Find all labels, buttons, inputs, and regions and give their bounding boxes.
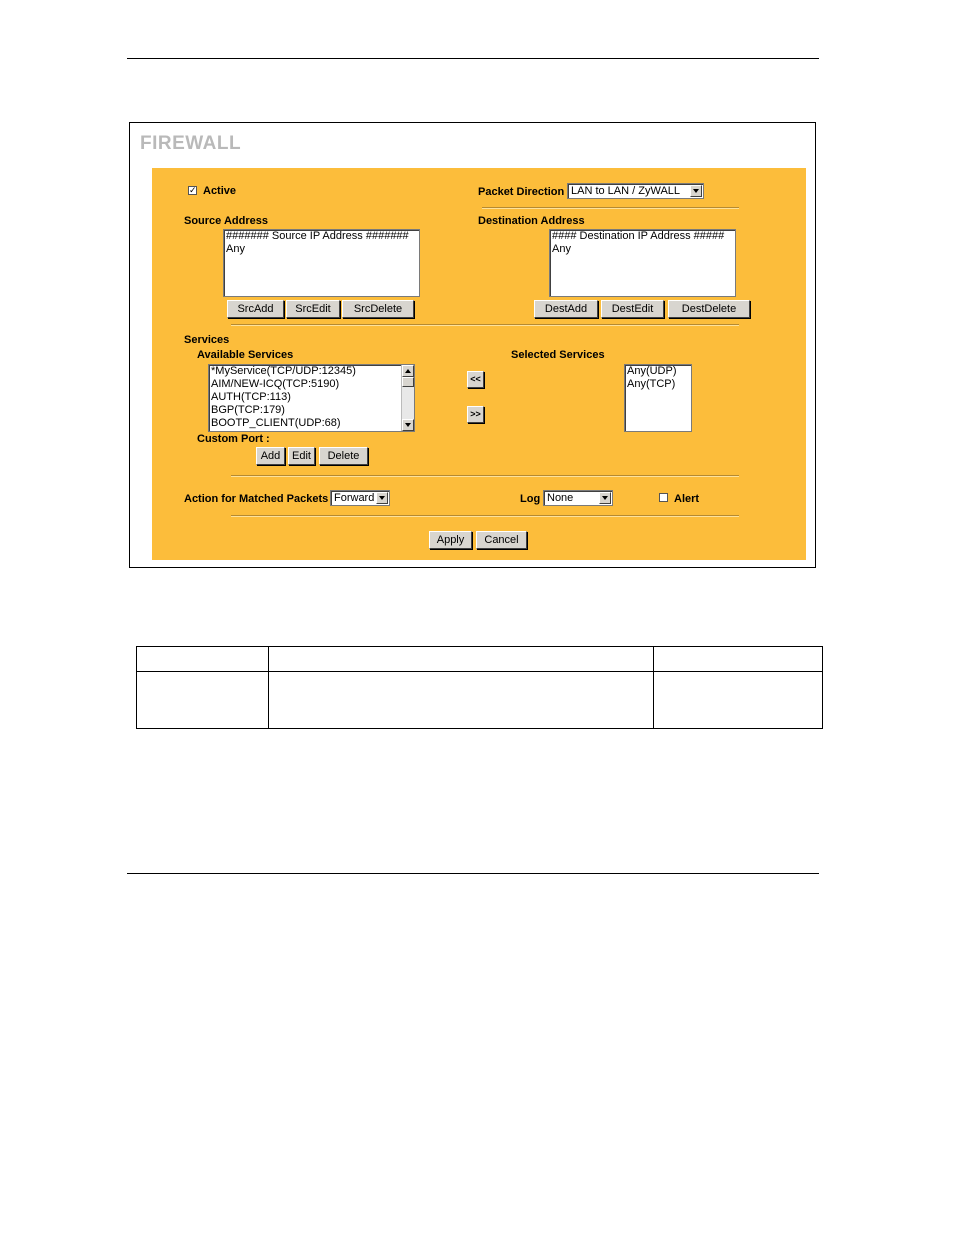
packet-direction-label: Packet Direction (478, 186, 565, 198)
available-services-label: Available Services (197, 349, 294, 361)
table-cell (654, 647, 823, 672)
list-item[interactable]: AUTH(TCP:113) (211, 391, 291, 403)
dest-edit-button[interactable]: DestEdit (601, 300, 664, 318)
apply-button[interactable]: Apply (429, 531, 472, 549)
chevron-down-icon[interactable] (376, 492, 388, 504)
list-item[interactable]: Any (226, 243, 245, 255)
table-cell (654, 672, 823, 729)
source-address-list[interactable] (223, 229, 420, 297)
list-item[interactable]: #### Destination IP Address ##### (552, 230, 725, 242)
firewall-rule-panel (152, 168, 806, 560)
separator (231, 515, 739, 517)
table-cell (269, 672, 654, 729)
custom-add-button[interactable]: Add (256, 447, 285, 465)
add-service-button[interactable]: >> (467, 406, 484, 423)
custom-delete-button[interactable]: Delete (319, 447, 368, 465)
action-label: Action for Matched Packets (184, 493, 329, 505)
cancel-button[interactable]: Cancel (476, 531, 527, 549)
header-rule (127, 58, 819, 59)
separator (231, 324, 739, 326)
footer-rule (127, 873, 819, 874)
packet-direction-select[interactable] (567, 183, 704, 199)
page-title: FIREWALL (140, 133, 242, 154)
separator (482, 207, 739, 209)
scroll-up-icon[interactable] (402, 365, 414, 377)
active-label: Active (203, 185, 237, 197)
scrollbar[interactable] (401, 365, 414, 431)
action-select[interactable] (330, 490, 390, 506)
list-item[interactable]: Any(TCP) (627, 378, 676, 390)
list-item[interactable]: Any(UDP) (627, 365, 677, 377)
available-services-list[interactable] (208, 364, 415, 432)
selected-services-label: Selected Services (511, 349, 605, 361)
scroll-thumb[interactable] (402, 377, 414, 387)
scroll-down-icon[interactable] (402, 419, 414, 431)
alert-label: Alert (674, 493, 700, 505)
field-table (136, 646, 823, 729)
active-checkbox[interactable]: ✓ (189, 185, 197, 195)
remove-service-button[interactable]: << (467, 371, 484, 388)
list-item[interactable]: ####### Source IP Address ####### (226, 230, 409, 242)
destination-address-list[interactable] (549, 229, 736, 297)
chevron-down-icon[interactable] (599, 492, 611, 504)
list-item[interactable]: BOOTP_CLIENT(UDP:68) (211, 417, 341, 429)
log-select[interactable] (543, 490, 613, 506)
list-item[interactable]: *MyService(TCP/UDP:12345) (211, 365, 356, 377)
src-delete-button[interactable]: SrcDelete (342, 300, 414, 318)
list-item[interactable]: BGP(TCP:179) (211, 404, 285, 416)
list-item[interactable]: Any (552, 243, 571, 255)
packet-direction-value: LAN to LAN / ZyWALL (571, 185, 681, 197)
table-cell (137, 672, 269, 729)
table-cell (137, 647, 269, 672)
table-row (137, 672, 823, 729)
services-label: Services (184, 334, 230, 346)
chevron-down-icon[interactable] (690, 185, 702, 197)
table-cell (269, 647, 654, 672)
destination-address-label: Destination Address (478, 215, 585, 227)
custom-edit-button[interactable]: Edit (288, 447, 315, 465)
action-value: Forward (334, 492, 375, 504)
separator (231, 475, 739, 477)
table-header-row (137, 647, 823, 672)
selected-services-list[interactable] (624, 364, 692, 432)
firewall-window (129, 122, 816, 568)
source-address-label: Source Address (184, 215, 268, 227)
dest-delete-button[interactable]: DestDelete (668, 300, 750, 318)
dest-add-button[interactable]: DestAdd (534, 300, 598, 318)
log-value: None (547, 492, 574, 504)
src-add-button[interactable]: SrcAdd (227, 300, 284, 318)
src-edit-button[interactable]: SrcEdit (286, 300, 340, 318)
list-item[interactable]: AIM/NEW-ICQ(TCP:5190) (211, 378, 340, 390)
custom-port-label: Custom Port : (197, 433, 270, 445)
log-label: Log (520, 493, 541, 505)
alert-checkbox[interactable] (659, 493, 668, 502)
